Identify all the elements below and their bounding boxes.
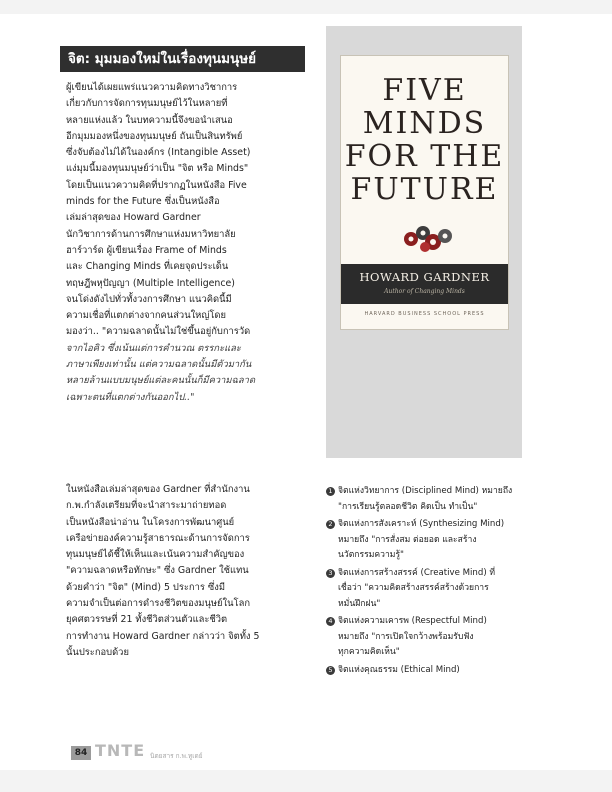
section-heading: จิต: มุมมองใหม่ในเรื่องทุนมนุษย์ xyxy=(60,46,305,72)
list-item-text: หมั่นฝึกฝน" xyxy=(338,598,381,609)
text-line: "ความฉลาดหรือทักษะ" ซึ่ง Gardner ใช้แทน xyxy=(66,565,249,577)
quote-line: หลายล้านแบบมนุษย์แต่ละคนนั้นก็มีความฉลาด xyxy=(66,375,256,387)
quote-line: จากไอคิว ซึ่งเน้นแต่การคำนวณ ตรรกะและ xyxy=(66,342,241,354)
page-edge-bottom xyxy=(0,770,612,792)
quote-line: เฉพาะตนที่แตกต่างกันออกไป.." xyxy=(66,391,195,403)
text-line: ทุนมนุษย์ได้ชี้ให้เห็นและเน้นความสำคัญของ xyxy=(66,549,245,561)
text-line: ซึ่งจับต้องไม่ได้ในองค์กร (Intangible Asset) xyxy=(66,147,251,159)
text-line: จนโด่งดังไปทั่วทั้งวงการศึกษา แนวคิดนี้มี xyxy=(66,293,232,305)
book-author-subtitle: Author of Changing Minds xyxy=(384,288,465,295)
list-item-text: จิตแห่งการสร้างสรรค์ (Creative Mind) ที่ xyxy=(338,567,496,578)
list-item-text: ทุกความคิดเห็น" xyxy=(338,647,400,657)
author-band xyxy=(341,264,508,304)
book-author: HOWARD GARDNER xyxy=(359,270,490,284)
text-line: แง่มุมนี้มองทุนมนุษย์ว่าเป็น "จิต หรือ Minds" xyxy=(66,163,249,175)
book-title-line: MINDS xyxy=(362,106,487,141)
book-cover-image xyxy=(341,56,508,329)
number-bullet: 5 xyxy=(326,666,335,675)
section2-paragraph xyxy=(66,482,302,661)
number-bullet: 3 xyxy=(326,569,335,578)
text-line: ยุคศตวรรษที่ 21 ทั้งชีวิตส่วนตัวและชีวิต xyxy=(66,614,228,626)
text-line: ก.พ.กำลังเตรียมที่จะนำสาระมาถ่ายทอด xyxy=(66,500,227,512)
list-item-text: หมายถึง "การสั่งสม ต่อยอด และสร้าง xyxy=(338,534,477,545)
text-line: ฮาร์วาร์ด ผู้เขียนเรื่อง Frame of Minds xyxy=(66,244,227,256)
page-number: 84 xyxy=(71,746,91,760)
text-line: การทำงาน Howard Gardner กล่าวว่า จิตทั้ง 5 xyxy=(66,630,260,642)
number-bullet: 4 xyxy=(326,617,335,626)
text-line: ความจำเป็นต่อการดำรงชีวิตของมนุษย์ในโลก xyxy=(66,598,250,610)
list-item-text: จิตแห่งวิทยาการ (Disciplined Mind) หมายถึง xyxy=(338,486,513,496)
list-item xyxy=(326,663,526,679)
list-item xyxy=(326,566,526,613)
text-line: หลายแห่งแล้ว ในบทความนี้จึงขอนำเสนอ xyxy=(66,114,233,126)
number-bullet: 1 xyxy=(326,487,335,496)
text-line: นักวิชาการด้านการศึกษาแห่งมหาวิทยาลัย xyxy=(66,228,236,240)
number-bullet: 2 xyxy=(326,520,335,529)
text-line: ด้วยคำว่า "จิต" (Mind) 5 ประการ ซึ่งมี xyxy=(66,581,225,593)
list-item-text: จิตแห่งการสังเคราะห์ (Synthesizing Mind) xyxy=(338,519,505,529)
intro-paragraph xyxy=(66,80,302,406)
list-item-text: จิตแห่งคุณธรรม (Ethical Mind) xyxy=(338,664,460,675)
quote-line: ภาษาเพียงเท่านั้น แต่ความฉลาดนั้นมีตัวมากัน xyxy=(66,359,252,371)
book-title-line: FOR THE xyxy=(344,139,505,174)
list-item xyxy=(326,484,526,515)
text-line: เป็นหนังสือน่าอ่าน ในโครงการพัฒนาศูนย์ xyxy=(66,516,235,528)
list-item-text: เชื่อว่า "ความคิดสร้างสรรค์สร้างด้วยการ xyxy=(338,583,489,593)
text-line: ในหนังสือเล่มล่าสุดของ Gardner ที่สำนักงาน xyxy=(66,484,250,495)
footer-wordmark: TNTE xyxy=(95,741,146,760)
text-line: อีกมุมมองหนึ่งของทุนมนุษย์ ถันเป็นสินทรัพย์ xyxy=(66,130,243,142)
text-line: นั้นประกอบด้วย xyxy=(66,646,129,658)
text-line: มองว่า.. "ความฉลาดนั้นไม่ใช่ขึ้นอยู่กับการวัด xyxy=(66,326,251,338)
text-line: เล่มล่าสุดของ Howard Gardner xyxy=(66,212,201,224)
page-edge-top xyxy=(0,0,612,14)
text-line: และ Changing Minds ที่เคยจุดประเด็น xyxy=(66,261,229,273)
text-line: ทฤษฎีพหุปัญญา (Multiple Intelligence) xyxy=(66,277,235,289)
text-line: เกี่ยวกับการจัดการทุนมนุษย์ไว้ในหลายที่ xyxy=(66,98,228,110)
list-item-text: นวัตกรรมความรู้" xyxy=(338,550,405,560)
five-minds-list xyxy=(326,484,526,680)
book-title-line: FIVE xyxy=(382,73,467,108)
list-item-text: หมายถึง "การเปิดใจกว้างพร้อมรับฟัง xyxy=(338,631,474,642)
gears-icon xyxy=(341,56,508,264)
list-item xyxy=(326,614,526,661)
list-item xyxy=(326,517,526,564)
text-line: ผู้เขียนได้เผยแพร่แนวความคิดทางวิชาการ xyxy=(66,82,238,93)
book-title-line: FUTURE xyxy=(350,172,499,207)
list-item-text: จิตแห่งความเคารพ (Respectful Mind) xyxy=(338,616,487,626)
text-line: เครือข่ายองค์ความรู้สาธารณะด้านการจัดการ xyxy=(66,532,250,544)
text-line: ความเชื่อที่แตกต่างจากคนส่วนใหญ่โดย xyxy=(66,310,226,322)
text-line: minds for the Future ซึ่งเป็นหนังสือ xyxy=(66,196,220,208)
text-line: โดยเป็นแนวความคิดที่ปรากฏในหนังสือ Five xyxy=(66,179,247,191)
list-item-text: "การเรียนรู้ตลอดชีวิต คิดเป็น ทำเป็น" xyxy=(338,501,478,512)
footer-caption: นิตยสาร ก.พ.ทูเดย์ xyxy=(150,752,203,760)
book-publisher: HARVARD BUSINESS SCHOOL PRESS xyxy=(364,311,485,317)
